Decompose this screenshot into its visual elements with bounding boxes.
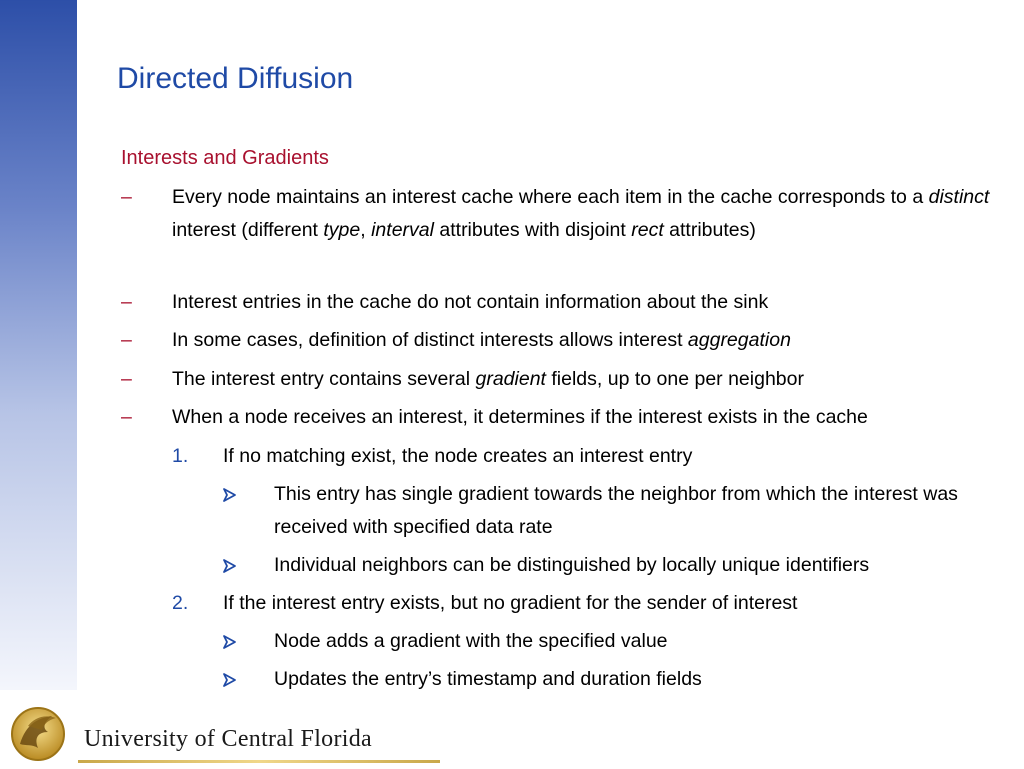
bullet-gradient-fields: The interest entry contains several gradient fields, up to one per neighbor — [172, 368, 804, 390]
arrow-bullet-icon — [223, 663, 237, 687]
section-heading: Interests and Gradients — [121, 147, 329, 169]
sub-item-unique-identifiers: Individual neighbors can be distinguished by locally unique identifiers — [274, 554, 870, 576]
dash-marker: – — [121, 291, 132, 313]
pegasus-logo-icon — [8, 704, 68, 764]
bullet-aggregation: In some cases, definition of distinct interests allows interest aggregation — [172, 329, 791, 351]
gold-underline — [78, 760, 440, 763]
dash-marker: – — [121, 406, 132, 428]
bullet-interest-cache: Every node maintains an interest cache where each item in the cache corresponds to a distinct interest (different type, interval attributes with disjoint rect attributes) — [172, 186, 990, 241]
dash-marker: – — [121, 329, 132, 351]
number-marker: 1. — [172, 445, 189, 467]
sub-item-adds-gradient: Node adds a gradient with the specified value — [274, 630, 668, 652]
numbered-item-entry-exists: If the interest entry exists, but no gradient for the sender of interest — [223, 592, 798, 614]
numbered-item-no-match: If no matching exist, the node creates an interest entry — [223, 445, 693, 467]
sub-item-single-gradient: This entry has single gradient towards the neighbor from which the interest was received with specified data rate — [274, 483, 958, 538]
dash-marker: – — [121, 368, 132, 390]
slide-title: Directed Diffusion — [117, 62, 354, 95]
university-name: University of Central Florida — [84, 726, 372, 752]
arrow-bullet-icon — [223, 478, 237, 502]
arrow-bullet-icon — [223, 625, 237, 649]
dash-marker: – — [121, 186, 132, 208]
sub-item-updates-timestamp: Updates the entry’s timestamp and duration fields — [274, 668, 702, 690]
arrow-bullet-icon — [223, 549, 237, 573]
bullet-no-sink-info: Interest entries in the cache do not contain information about the sink — [172, 291, 769, 313]
number-marker: 2. — [172, 592, 189, 614]
bullet-receives-interest: When a node receives an interest, it determines if the interest exists in the cache — [172, 406, 868, 428]
